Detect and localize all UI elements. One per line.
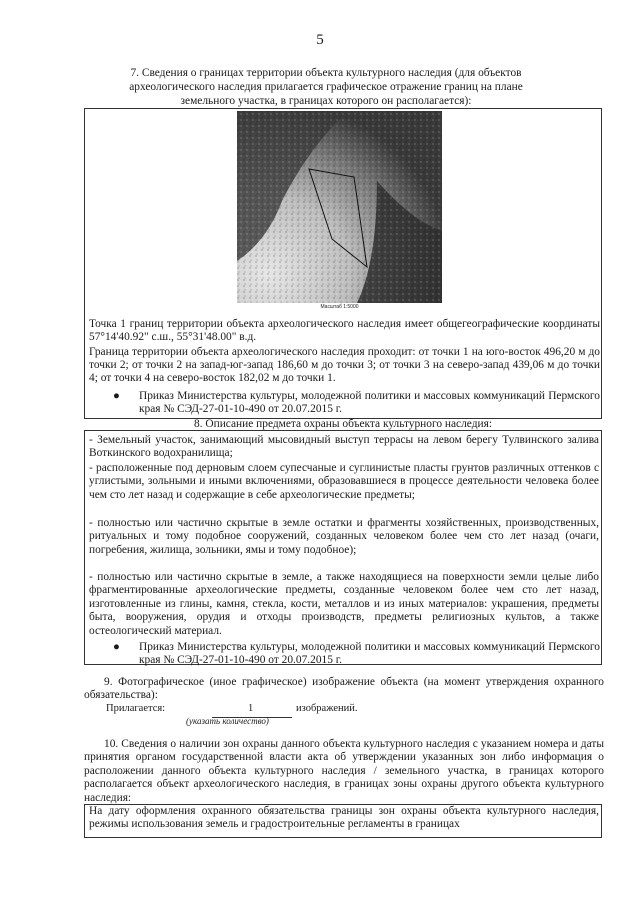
boundary-map — [237, 111, 442, 303]
section9-heading: 9. Фотографическое (иное графическое) изображение объекта (на момент утверждения охранного обязательства): — [84, 676, 604, 702]
protection-item: - полностью или частично скрытые в земле остатки и фрагменты хозяйственных, производственных, ритуальных и тому подобное сооружений, созданных человеком более чем сто лет назад (очаги, погребения, жилища, зольники, ямы и тому подобное); — [89, 517, 599, 556]
section10-heading: 10. Сведения о наличии зон охраны данного объекта культурного наследия с указанием номера и даты принятия органом государственной власти акта об утверждении указанных зон либо информация о расположении данного объекта культурного наследия / земельного участка, в границах которого располагается объект археологического наследия, в границах зоны охраны другого объекта культурного наследия: — [84, 738, 604, 804]
protection-item: - Земельный участок, занимающий мысовидный выступ террасы на левом берегу Тулвинского залива Воткинского водохранилища; — [89, 434, 599, 460]
section7-heading: 7. Сведения о границах территории объекта культурного наследия (для объектов археологического наследия прилагается графическое отражение границ на плане земельного участка, в границах которого он располагается): — [129, 67, 523, 107]
bullet-icon: ● — [113, 390, 120, 402]
boundary-description-text: Граница территории объекта археологического наследия проходит: от точки 1 на юго-восток 496,20 м до точки 2; от точки 2 на запад-юг-запад 186,60 м до точки 3; от точки 3 на северо-запад 439,06 м до точки 4; от точки 4 на северо-восток 182,02 м до точки 1. — [89, 346, 600, 385]
protection-item: - расположенные под дерновым слоем супесчаные и суглинистые пласты грунтов различных оттенков с углистыми, зольными и иными включениями, образовавшиеся в процессе деятельности человека более чем сто лет назад и содержащие в себе археологические предметы; — [89, 462, 599, 501]
section10-box-text: На дату оформления охранного обязательства границы зон охраны объекта культурного наследия, режимы использования земель и градостроительные регламенты в границах — [89, 805, 599, 831]
protection-item: - полностью или частично скрытые в земле, а также находящиеся на поверхности земли целые либо фрагментированные археологические предметы, созданные человеком более чем сто лет назад, изготовленные из глины, камня, стекла, кости, металлов и из иных материалов: украшения, предметы быта, вооружения, орудия и отходы производств, предметы религиозных культов, а также остеологический материал. — [89, 571, 599, 637]
bullet-icon: ● — [113, 641, 120, 653]
map-caption: Масштаб 1:5000 — [320, 304, 359, 310]
point-coordinates-text: Точка 1 границ территории объекта археологического наследия имеет общегеографические координаты 57°14'40.92" с.ш., 55°31'48.00" в.д. — [89, 318, 600, 344]
boundary-map-graphic — [237, 111, 442, 303]
attached-count: 1 — [248, 703, 254, 714]
section7-order-text: Приказ Министерства культуры, молодежной политики и массовых коммуникаций Пермского края № СЭД-27-01-10-490 от 20.07.2015 г. — [139, 390, 600, 416]
section7-order-bullet — [113, 390, 600, 418]
section8-heading: 8. Описание предмета охраны объекта культурного наследия: — [194, 418, 492, 430]
attached-label: Прилагается: — [106, 703, 166, 714]
section8-order-bullet — [113, 641, 600, 665]
attached-unit: изображений. — [296, 703, 358, 714]
attached-hint: (указать количество) — [186, 716, 269, 726]
page-number: 5 — [316, 32, 324, 48]
section8-order-text: Приказ Министерства культуры, молодежной политики и массовых коммуникаций Пермского края № СЭД-27-01-10-490 от 20.07.2015 г. — [139, 641, 600, 667]
